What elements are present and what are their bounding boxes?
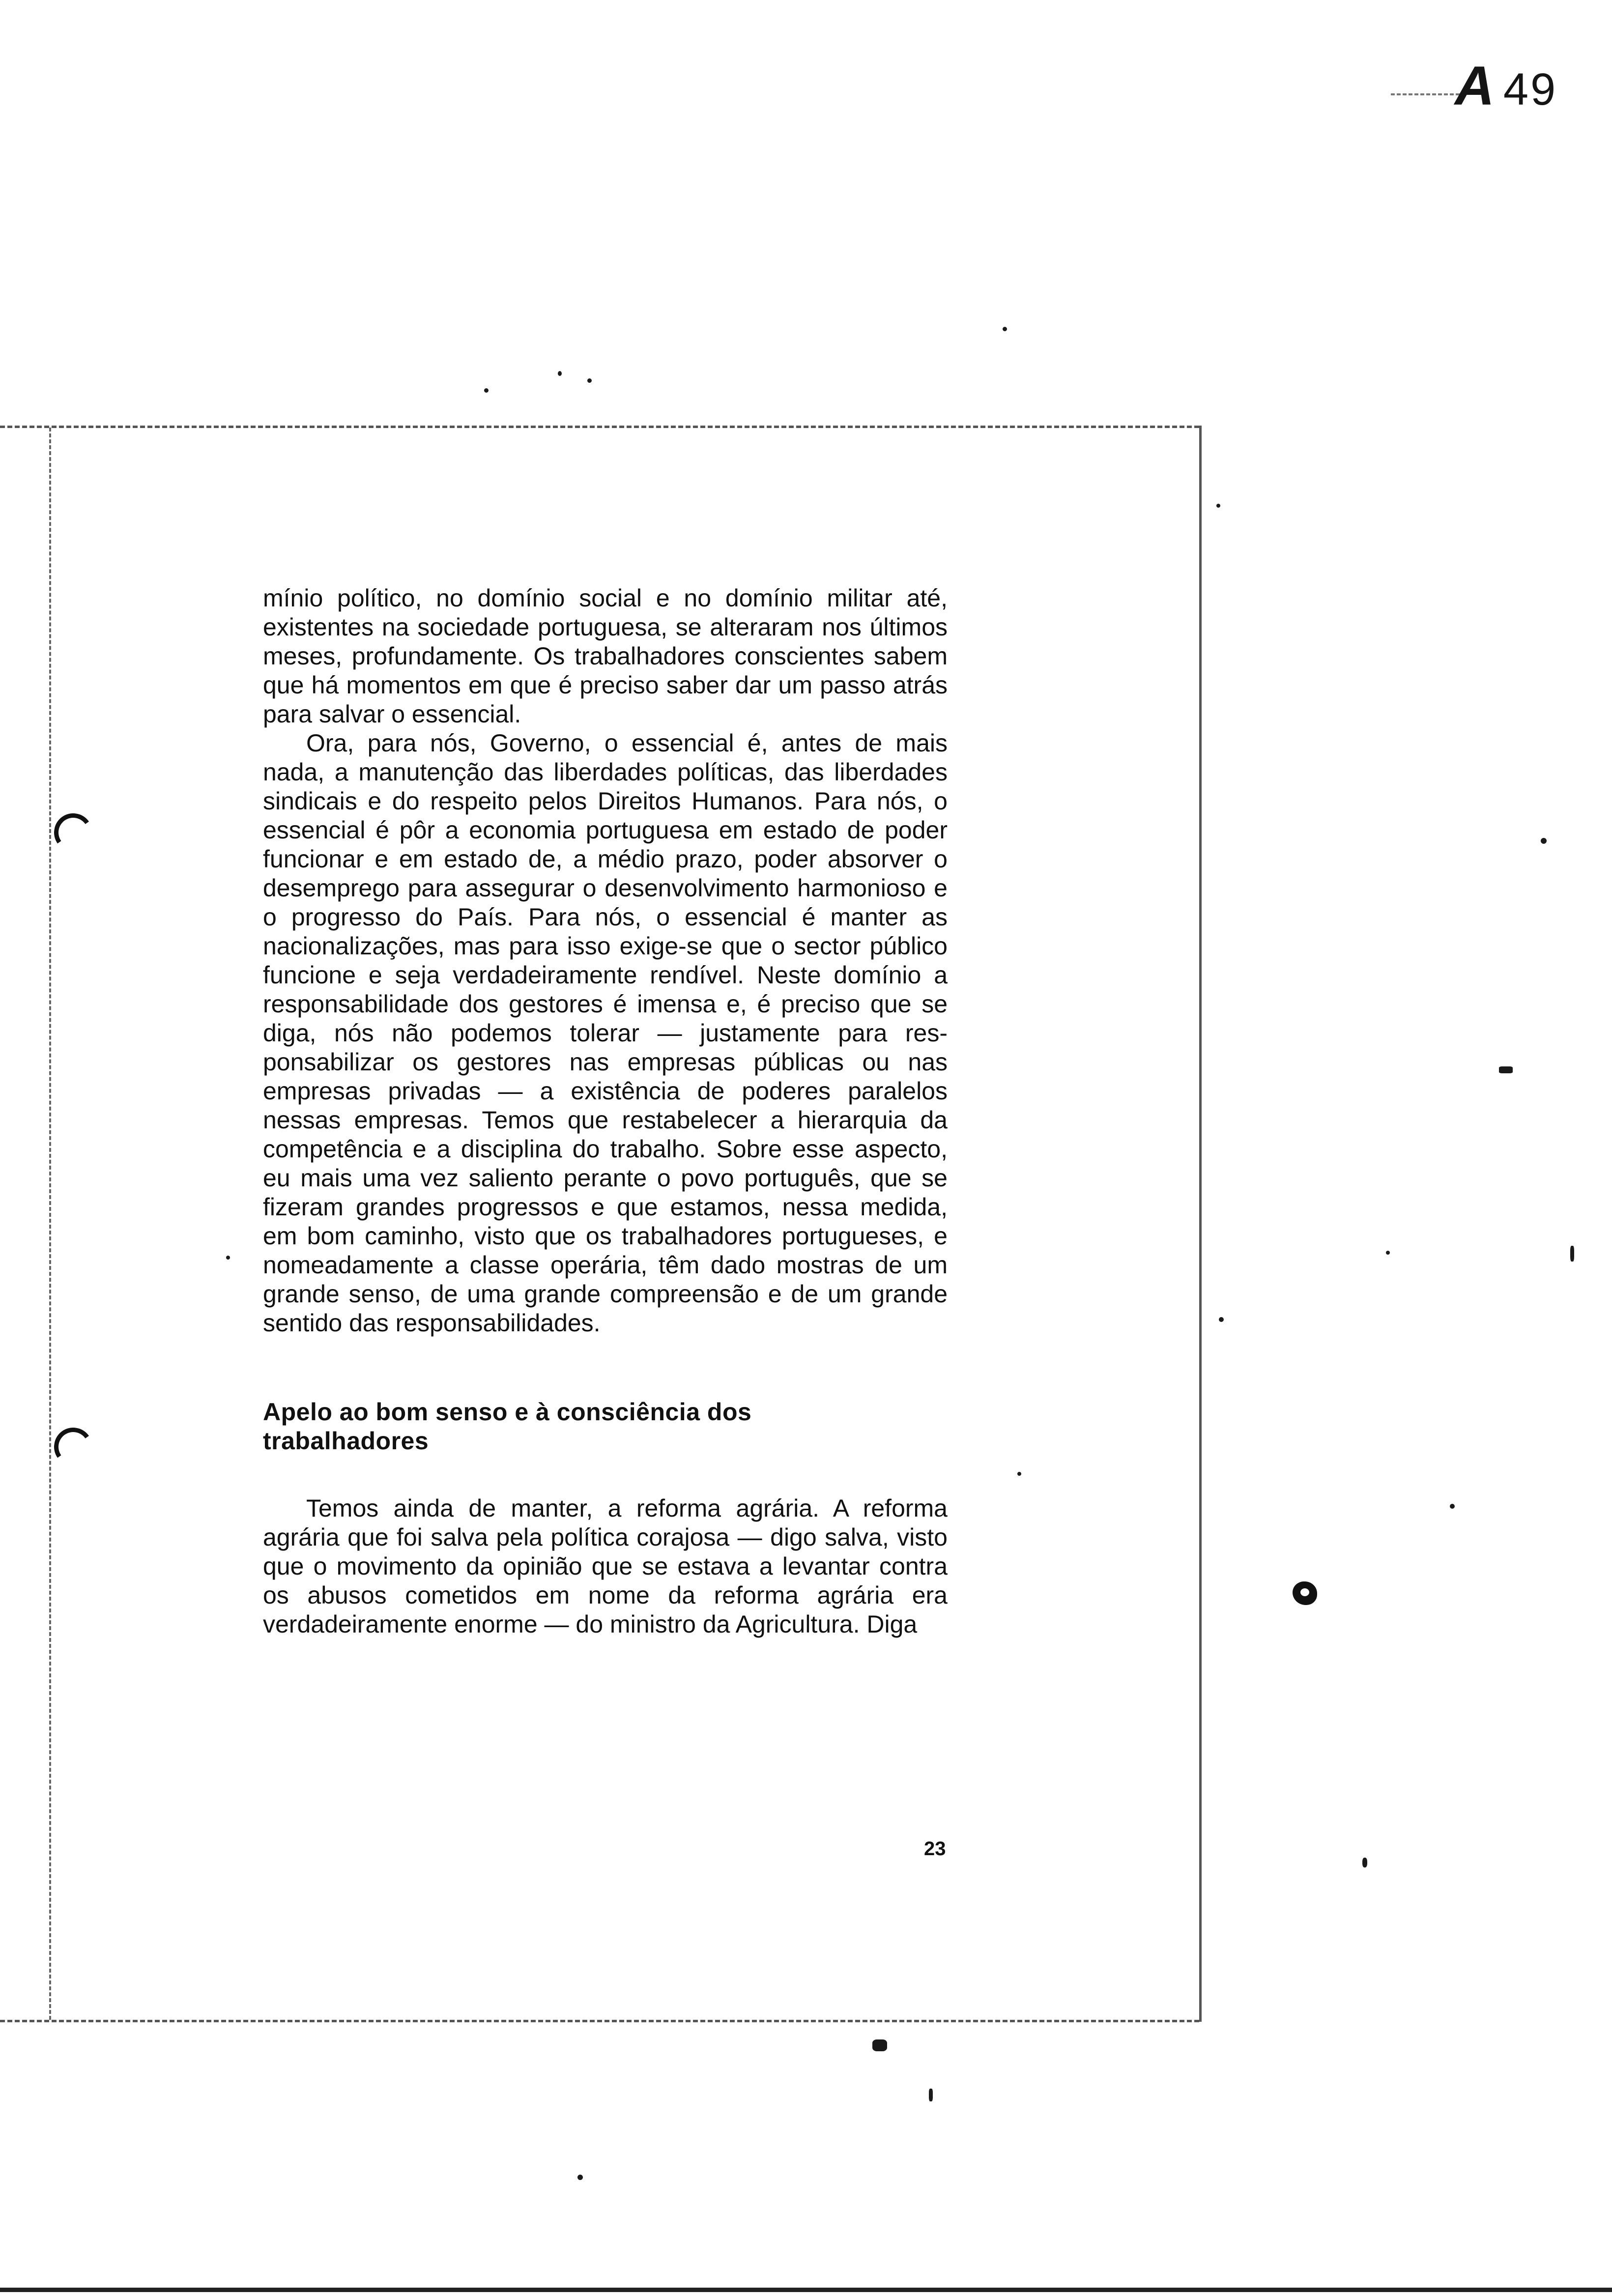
body-paragraph: Temos ainda de manter, a reforma agrária. A reforma agrária que foi salva pela política corajosa — digo salva, visto que o movimento da opinião que se estava a levantar contra os abusos cometidos em nome da reforma agrária era verdadeiramente enorme — do ministro da Agricultura. Diga [263,1494,948,1638]
archive-reference-number: 49 [1503,64,1558,115]
scan-speck [1386,1251,1390,1255]
scan-speck [1541,838,1547,844]
scan-speck [577,2175,583,2180]
scan-speck [484,388,489,393]
scan-speck [1499,1066,1513,1073]
scan-speck [1003,327,1007,331]
body-paragraph: Ora, para nós, Governo, o essencial é, antes de mais nada, a manutenção das liberdades políticas, das liberdades sindicais e do respeito pelos Direitos Humanos. Para nós, o essencial é pôr a economia portuguesa em estado de poder funcionar e em estado de, a médio prazo, poder absorver o desemprego para assegurar o desenvolvimento harmonioso e o progresso do País. Para nós, o essencial é manter as nacionalizações, mas para isso exige-se que o sector público funcione e seja verdadeiramente rendível. Neste domínio a responsabilidade dos gestores é imensa e, é preciso que se diga, nós não podemos tolerar — justamente para responsabilizar os gestores nas empresas públicas ou nas empresas privadas — a existência de poderes paralelos nessas empresas. Temos que restabelecer a hierarquia da competência e a disciplina do trabalho. Sobre esse aspecto, eu mais uma vez saliento perante o povo português, que se fizeram grandes progressos e que estamos, nessa medida, em bom caminho, visto que os trabalhadores portugueses, e nomeadamente a classe operária, têm dado mostras de um grande senso, de uma grande compreensão e de um grande sentido das responsabilidades. [263,729,948,1337]
scan-speck [872,2039,887,2051]
page-frame-bottom [0,2020,1199,2022]
page-frame-left [49,428,51,2020]
scan-speck [1362,1858,1367,1867]
binding-hole-icon [51,1425,95,1469]
scan-speck [1219,1317,1224,1322]
page-number: 23 [924,1838,946,1860]
binding-hole-icon [51,810,95,855]
scan-speck [1216,504,1220,508]
scan-speck [929,2089,933,2101]
scan-speck [587,378,592,383]
section-heading: Apelo ao bom senso e à consciência dos trabalhadores [263,1398,752,1455]
scan-speck [226,1256,230,1260]
page-frame-right [1199,426,1202,2022]
archive-reference [1455,54,1557,117]
archive-reference-letter: A [1455,55,1497,116]
reference-dash-mark [1391,93,1460,95]
body-paragraph: mínio político, no domínio social e no domínio militar até, existentes na sociedade portuguesa, se alteraram nos últimos meses, profundamente. Os trabalhadores conscientes sabem que há momentos em que é preciso saber dar um passo atrás para salvar o essencial. [263,584,948,728]
scan-speck [1017,1472,1021,1476]
bottom-edge-rule [0,2288,1612,2292]
text-column [263,584,948,1639]
scan-speck [1570,1246,1574,1262]
scan-speck [1450,1504,1455,1509]
page-frame-top [0,426,1199,428]
scan-speck [558,371,562,376]
ink-blot-mark [1293,1581,1317,1605]
